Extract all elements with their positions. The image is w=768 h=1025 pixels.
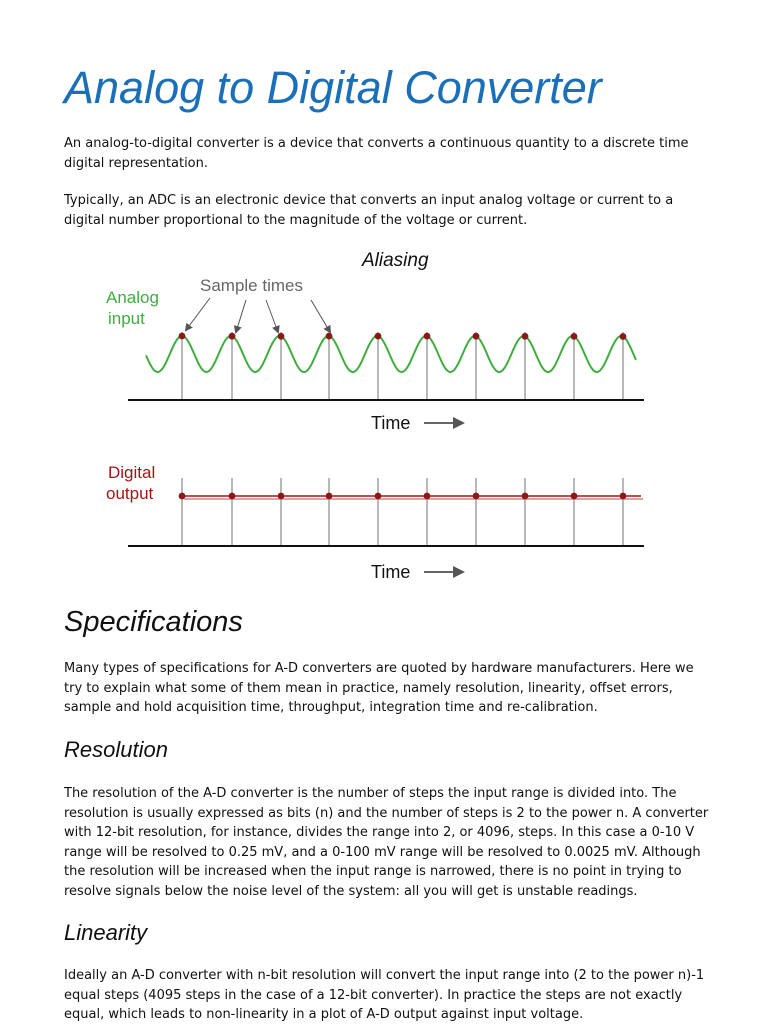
digital-sample-point	[620, 493, 627, 500]
specifications-heading: Specifications	[64, 606, 243, 638]
sample-arrow	[186, 298, 210, 330]
analog-input-label-line2: input	[108, 309, 145, 328]
sample-arrow	[236, 300, 246, 332]
digital-sample-point	[326, 493, 333, 500]
time-label-top: Time	[371, 413, 411, 433]
figure-title: Aliasing	[362, 250, 429, 271]
analog-input-label: Analog	[106, 288, 159, 307]
sample-point	[179, 333, 186, 340]
intro-paragraph-1: An analog-to-digital converter is a device that converts a continuous quantity to a discrete time digital representation.	[64, 136, 689, 171]
sample-times-label: Sample times	[200, 276, 303, 295]
digital-sample-point	[473, 493, 480, 500]
digital-sample-point	[571, 493, 578, 500]
sample-lines-bottom	[182, 478, 623, 546]
digital-output-label: Digital	[108, 463, 156, 482]
linearity-heading: Linearity	[64, 920, 148, 945]
digital-sample-point	[522, 493, 529, 500]
sample-point	[375, 333, 382, 340]
sample-point	[522, 333, 529, 340]
analog-wave	[146, 336, 636, 372]
sample-point	[620, 333, 627, 340]
specifications-paragraph: Many types of specifications for A-D converters are quoted by hardware manufacturers. Here we try to explain what some of them mean in practice, namely resolution, linearity, offset errors, sample and hold acquisition time, throughput, integration time and re-calibration.	[64, 661, 694, 715]
time-label-bottom: Time	[371, 562, 411, 582]
aliasing-figure	[96, 240, 656, 590]
intro-paragraph-2: Typically, an ADC is an electronic device that converts an input analog voltage or current to a digital number proportional to the magnitude of the voltage or current.	[64, 193, 674, 228]
digital-sample-point	[375, 493, 382, 500]
page-title: Analog to Digital Converter	[64, 62, 602, 113]
sample-point	[473, 333, 480, 340]
sample-point	[571, 333, 578, 340]
sample-point	[278, 333, 285, 340]
digital-output-label-line2: output	[106, 484, 154, 503]
digital-sample-point	[229, 493, 236, 500]
sample-arrow	[266, 300, 278, 332]
sample-arrow	[311, 300, 330, 332]
resolution-heading: Resolution	[64, 737, 168, 762]
digital-sample-point	[179, 493, 186, 500]
linearity-paragraph: Ideally an A-D converter with n-bit resolution will convert the input range into (2 to the power n)-1 equal steps (4095 steps in the case of a 12-bit converter). In practice the steps are not exactly equal, which leads to non-linearity in a plot of A-D output against input voltage.	[64, 968, 705, 1022]
sample-point	[326, 333, 333, 340]
sample-dots-top	[179, 333, 627, 340]
resolution-paragraph: The resolution of the A-D converter is the number of steps the input range is divided into. The resolution is usually expressed as bits (n) and the number of steps is 2 to the power n. A converter with 12-bit resolution, for instance, divides the range into 2, or 4096, steps. In this case a 0-10 V range will be resolved to 0.25 mV, and a 0-100 mV range will be resolved to 0.0025 mV. Although the resolution will be increased when the input range is narrowed, there is no point in trying to resolve signals below the noise level of the system: all you will get is unstable readings.	[64, 786, 709, 899]
digital-sample-point	[424, 493, 431, 500]
sample-point	[424, 333, 431, 340]
digital-sample-point	[278, 493, 285, 500]
sample-point	[229, 333, 236, 340]
